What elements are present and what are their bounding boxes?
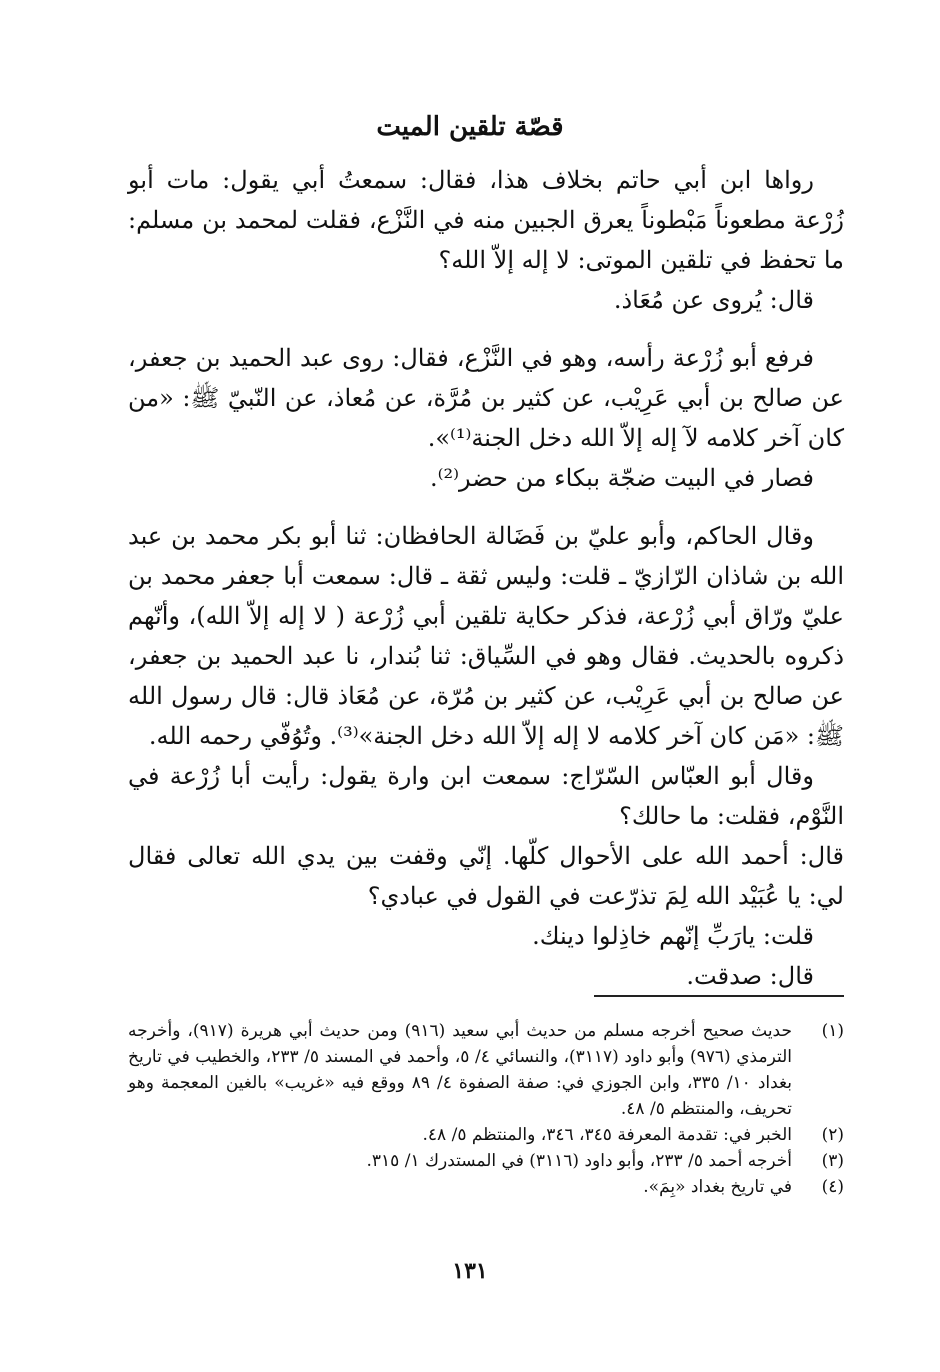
footnote-number: (٢)	[821, 1125, 844, 1145]
paragraph-6: وقال أبو العبّاس السّرّاج: سمعت ابن وارة يقول: رأيت أبا زُرْعة في النَّوْم، فقلت: ما حالك؟	[128, 762, 844, 830]
main-text	[128, 160, 844, 996]
footnote-text: في تاريخ بغداد «بِمَ».	[643, 1177, 792, 1197]
paragraph-5: وقال الحاكم، وأبو عليّ بن فَضَالة الحافظان: ثنا أبو بكر محمد بن عبد الله بن شاذان الرّازيّ ـ قلت: وليس ثقة ـ قال: سمعت أبا جعفر محمد بن عليّ ورّاق أبي زُرْعة، فذكر حكاية تلقين أبي زُرْعة ( لا إله إلاّ الله)، وأنّهم ذكروه بالحديث. فقال وهو في السِّياق: ثنا بُندار، نا عبد الحميد بن جعفر، عن صالح بن أبي عَرِيْب، عن كثير بن مُرّة، عن مُعَاذ قال: قال رسول الله ﷺ: «مَن كان آخر كلامه لا إله إلاّ الله دخل الجنة»⁽³⁾. وتُوُفّي رحمه الله.	[128, 522, 844, 750]
footnote-divider	[594, 995, 844, 997]
paragraph-8: قلت: يارَبِّ إنّهم خاذِلوا دينك.	[532, 922, 814, 950]
paragraph-1: رواها ابن أبي حاتم بخلاف هذا، فقال: سمعتُ أبي يقول: مات أبو زُرْعة مطعوناً مَبْطوناً يعرق الجبين منه في النَّزْع، فقلت لمحمد بن مسلم: ما تحفظ في تلقين الموتى: لا إله إلاّ الله؟	[128, 166, 844, 274]
paragraph-9: قال: صدقت.	[686, 962, 814, 990]
footnote-3	[128, 1148, 844, 1174]
footnote-number: (٤)	[821, 1177, 844, 1197]
footnote-number: (٣)	[821, 1151, 844, 1171]
footnote-number: (١)	[821, 1021, 844, 1041]
footnote-text: أخرجه أحمد ٥/ ٢٣٣، وأبو داود (٣١١٦) في المستدرك ١/ ٣١٥.	[366, 1151, 792, 1171]
footnotes	[128, 1018, 844, 1200]
footnote-text: حديث صحيح أخرجه مسلم من حديث أبي سعيد (٩١٦) ومن حديث أبي هريرة (٩١٧)، وأخرجه الترمذي (٩٧٦) وأبو داود (٣١١٧)، والنسائي ٤/ ٥، وأحمد في المسند ٥/ ٢٣٣، والخطيب في تاريخ بغداد ١٠/ ٣٣٥، وابن الجوزي في: صفة الصفوة ٤/ ٨٩ ووقع فيه «غريب» بالغين المعجمة وهو تحريف، والمنتظم ٥/ ٤٨.	[128, 1021, 792, 1119]
page-title: قصّة تلقين الميت	[376, 112, 564, 142]
footnote-2	[128, 1122, 844, 1148]
paragraph-7: قال: أحمد الله على الأحوال كلّها. إنّي وقفت بين يدي الله تعالى فقال لي: يا عُبَيْد الله لِمَ تذرّعت في القول في عبادي؟	[128, 842, 844, 910]
footnote-text: الخبر في: تقدمة المعرفة ٣٤٥، ٣٤٦، والمنتظم ٥/ ٤٨.	[422, 1125, 792, 1145]
page-number: ١٣١	[452, 1258, 488, 1284]
paragraph-3: فرفع أبو زُرْعة رأسه، وهو في النَّزْع، فقال: روى عبد الحميد بن جعفر، عن صالح بن أبي عَرِيْب، عن كثير بن مُرَّة، عن مُعاذ، عن النّبيّ ﷺ: «من كان آخر كلامه لآ إله إلاّ الله دخل الجنة⁽¹⁾».	[128, 344, 844, 452]
paragraph-4: فصار في البيت ضجّة ببكاء من حضر⁽²⁾.	[429, 464, 814, 492]
footnote-4	[128, 1174, 844, 1200]
footnote-1	[128, 1018, 844, 1122]
paragraph-2: قال: يُروى عن مُعَاذ.	[613, 286, 814, 314]
